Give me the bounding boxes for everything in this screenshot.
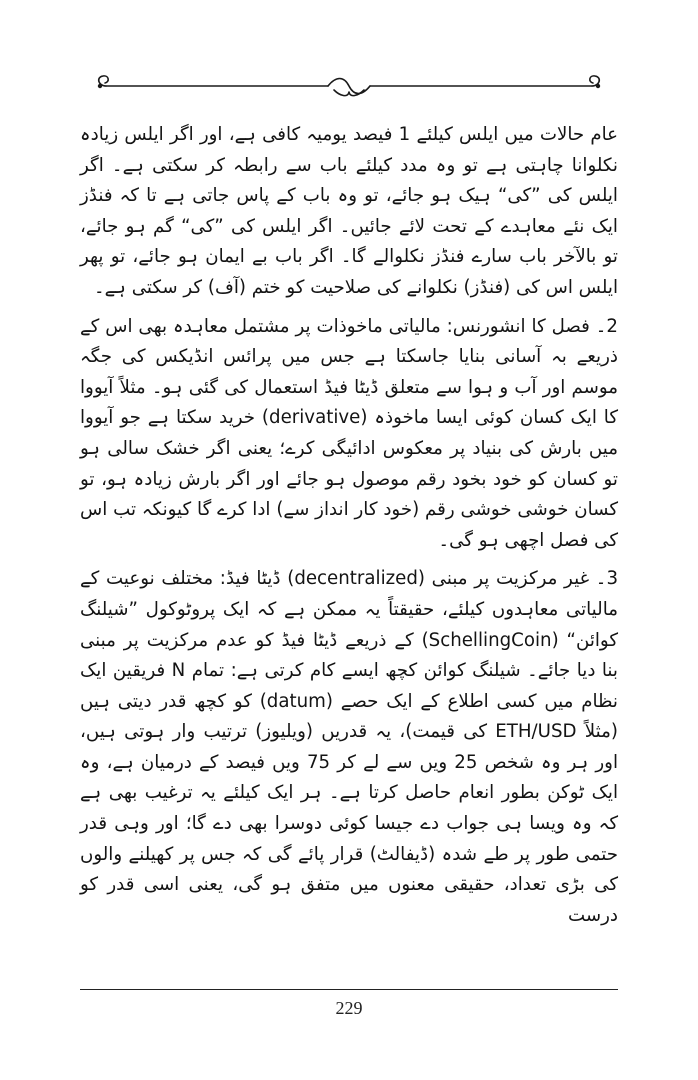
paragraph-1: عام حالات میں ایلس کیلئے 1 فیصد یومیہ کافی ہے، اور اگر ایلس زیادہ نکلوانا چاہتی ہے تو وہ مدد کیلئے باب سے رابطہ کر سکتی ہے۔ اگر ایلس کی ”کی“ ہیک ہو جائے، تو وہ باب کے پاس جاتی ہے تا کہ فنڈز ایک نئے معاہدے کے تحت لائے جائیں۔ اگر ایلس کی ”کی“ گم ہو جائے، تو بالآخر باب سارے فنڈز نکلوالے گا۔ اگر باب بے ایمان ہو جائے، تو پھر ایلس اس کی (فنڈز) نکلوانے کی صلاحیت کو ختم (آف) کر سکتی ہے۔ (80, 124, 618, 298)
paragraph-2: 2۔ فصل کا انشورنس: مالیاتی ماخوذات پر مشتمل معاہدہ بھی اس کے ذریعے بہ آسانی بنایا جاسکتا ہے جس میں پرائس انڈیکس کی جگہ موسم اور آب و ہوا سے متعلق ڈیٹا فیڈ استعمال کی گئی ہو۔ مثلاً آیووا کا ایک کسان کوئی ایسا ماخوذہ (derivative) خرید سکتا ہے جو آیووا میں بارش کی بنیاد پر معکوس ادائیگی کرے؛ یعنی اگر خشک سالی ہو تو کسان کو خود بخود رقم موصول ہو جائے اور اگر بارش زیادہ ہو، تو کسان خوشی خوشی رقم (خود کار انداز سے) ادا کرے گا کیونکہ تب اس کی فصل اچھی ہو گی۔ (80, 315, 618, 551)
footer-rule (80, 989, 618, 990)
body-text (80, 120, 618, 931)
page-number: 229 (335, 998, 363, 1018)
header-ornament (88, 70, 610, 104)
paragraph-3: 3۔ غیر مرکزیت پر مبنی (decentralized) ڈیٹا فیڈ: مختلف نوعیت کے مالیاتی معاہدوں کیلئے، حقیقتاً یہ ممکن ہے کہ ایک پروٹوکول ”شیلنگ کوائن“ (SchellingCoin) کے ذریعے ڈیٹا فیڈ کو عدم مرکزیت پر مبنی بنا دیا جائے۔ شیلنگ کوائن کچھ ایسے کام کرتی ہے: تمام N فریقین ایک نظام میں کسی اطلاع کے ایک حصے (datum) کو کچھ قدر دیتی ہیں (مثلاً ETH/USD کی قیمت)، یہ قدریں (ویلیوز) ترتیب وار ہوتی ہیں، اور ہر وہ شخص 25 ویں سے لے کر 75 ویں فیصد کے درمیان ہے، وہ ایک ٹوکن بطور انعام حاصل کرتا ہے۔ ہر ایک کیلئے یہ ترغیب بھی ہے کہ وہ ویسا ہی جواب دے جیسا کوئی دوسرا بھی دے گا؛ اور وہی قدر حتمی طور پر طے شدہ (ڈیفالٹ) قرار پائے گی کہ جس پر کھیلنے والوں کی بڑی تعداد، حقیقی معنوں میں متفق ہو گی، یعنی اسی قدر کو درست (80, 568, 619, 926)
